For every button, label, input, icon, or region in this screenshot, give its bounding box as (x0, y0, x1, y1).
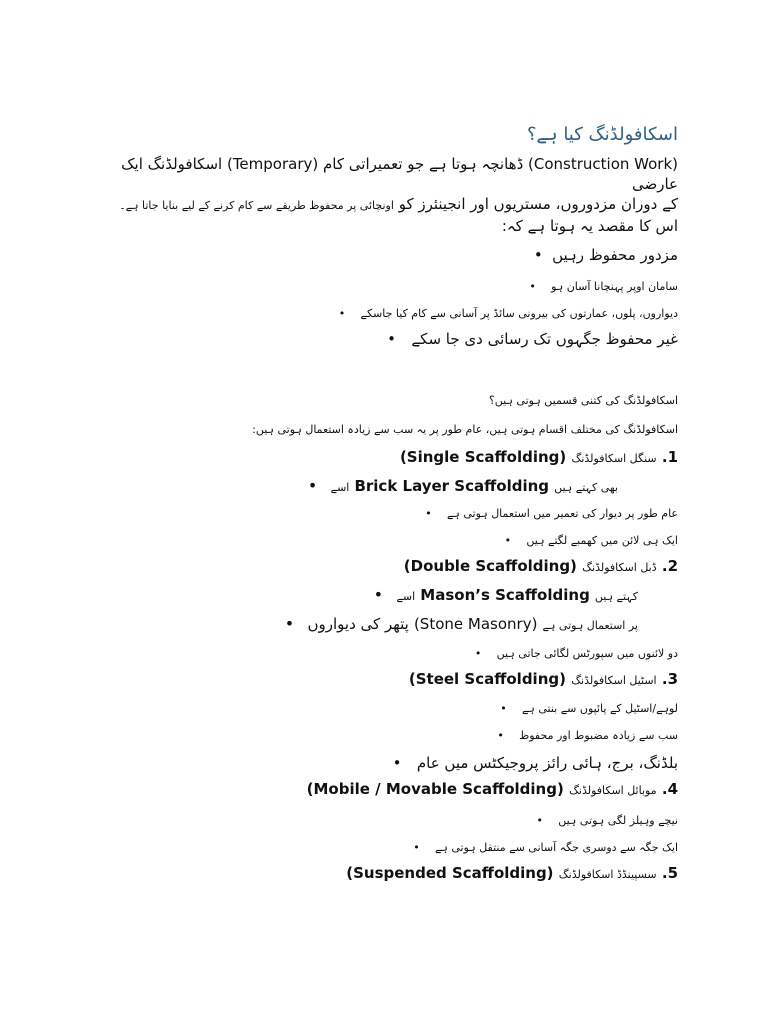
bullet-icon: • (373, 585, 384, 604)
type-number: 2. (661, 557, 678, 575)
type-english-name: (Single Scaffolding) (399, 448, 567, 466)
type-urdu-name: موبائل اسکافولڈنگ (569, 784, 657, 797)
list-item-text: عام طور پر دیوار کی تعمیر میں استعمال ہوتی ہے (446, 507, 678, 520)
list-item-text: ایک ہی لائن میں کھمبے لگتے ہیں (526, 534, 678, 547)
list-item (88, 647, 678, 660)
bullet-icon: • (307, 476, 318, 495)
type-urdu-name: اسٹیل اسکافولڈنگ (571, 674, 657, 687)
bullet-icon: • (392, 754, 402, 772)
list-item (88, 307, 678, 320)
list-item-text: بھی کہتے ہیں (554, 481, 618, 494)
list-item (88, 507, 678, 520)
list-item-text: غیر محفوظ جگہوں تک رسائی دی جا سکے (411, 330, 678, 348)
bullet-icon: • (504, 534, 512, 547)
type-heading-5 (88, 864, 678, 882)
list-item-text: بلڈنگ، برج، ہائی رائز پروجیکٹس میں عام (416, 754, 678, 772)
intro-line-2 (88, 194, 678, 216)
list-item (88, 330, 678, 348)
list-item (88, 729, 678, 742)
list-item (88, 246, 678, 264)
list-item-text: اسے (330, 481, 350, 494)
list-item-text: کہتے ہیں (594, 590, 638, 603)
document-page (88, 112, 678, 882)
list-item-text: سامان اوپر پہنچانا آسان ہو (551, 280, 678, 293)
type-heading-4 (88, 780, 678, 798)
bullet-icon: • (533, 246, 543, 264)
type-english-name: (Steel Scaffolding) (408, 670, 566, 688)
list-item-text: دیواروں، پلوں، عمارتوں کی بیرونی سائڈ پر آسانی سے کام کیا جاسکے (360, 307, 678, 320)
list-item (88, 814, 678, 827)
list-item (88, 476, 618, 495)
type-heading-2 (88, 557, 678, 575)
bullet-icon: • (474, 647, 482, 660)
type-english-name: (Double Scaffolding) (403, 557, 577, 575)
type-heading-1 (88, 448, 678, 466)
list-item-text: پر استعمال ہوتی ہے (542, 619, 638, 632)
list-item-text: سب سے زیادہ مضبوط اور محفوظ (519, 729, 678, 742)
bullet-icon: • (497, 729, 504, 742)
list-item (88, 585, 638, 604)
list-item (88, 754, 678, 772)
bullet-icon: • (338, 307, 346, 320)
list-item-text: ایک جگہ سے دوسری جگہ آسانی سے منتقل ہوتی ہے (434, 841, 678, 854)
list-item (88, 841, 678, 854)
list-item-en: (Stone Masonry) (413, 615, 538, 633)
section-intro: اسکافولڈنگ کی مختلف اقسام ہوتی ہیں، عام طور پر یہ سب سے زیادہ استعمال ہوتی ہیں: (252, 423, 678, 436)
section-heading: اسکافولڈنگ کی کتنی قسمیں ہوتی ہیں؟ (488, 394, 678, 407)
intro-text-1: (Construction Work) ڈھانچہ ہوتا ہے جو تعمیراتی کام (Temporary) اسکافولڈنگ ایک عارضی (121, 155, 678, 193)
bullet-icon: • (536, 814, 543, 827)
list-item (88, 534, 678, 547)
list-item (88, 280, 678, 293)
bullet-icon: • (425, 507, 432, 520)
bullet-icon: • (413, 841, 420, 854)
bullet-icon: • (529, 280, 536, 293)
bullet-icon: • (387, 330, 397, 348)
type-english-name: (Mobile / Movable Scaffolding) (306, 780, 564, 798)
intro-text-2a: کے دوران مزدوروں، مستریوں اور انجینئرز کو (398, 195, 678, 213)
intro-text-2b: اونچائی پر محفوظ طریقے سے کام کرنے کے لیے بنایا جاتا ہے۔ (119, 199, 394, 212)
type-urdu-name: سنگل اسکافولڈنگ (571, 452, 657, 465)
list-item-text: نیچے وہیلز لگی ہوتی ہیں (558, 814, 678, 827)
list-item-text: اسے (396, 590, 416, 603)
intro-line-3: اس کا مقصد یہ ہوتا ہے کہ: (501, 217, 678, 235)
type-english-name: (Suspended Scaffolding) (346, 864, 554, 882)
type-number: 5. (661, 864, 678, 882)
list-item-en: Brick Layer Scaffolding (354, 477, 550, 495)
bullet-icon: • (500, 702, 507, 715)
type-heading-3 (88, 670, 678, 688)
type-urdu-name: ڈبل اسکافولڈنگ (582, 561, 657, 574)
list-item-text: لوہے/اسٹیل کے پائپوں سے بنتی ہے (521, 702, 678, 715)
list-item-text: دو لائنوں میں سپورٹس لگائی جاتی ہیں (496, 647, 678, 660)
list-item-text: مزدور محفوظ رہیں (552, 246, 678, 264)
list-item-en: Mason’s Scaffolding (420, 586, 590, 604)
list-item (88, 702, 678, 715)
list-item-text: پتھر کی دیواروں (307, 615, 409, 633)
page-title: اسکافولڈنگ کیا ہے؟ (526, 124, 678, 145)
type-number: 1. (661, 448, 678, 466)
type-number: 3. (661, 670, 678, 688)
type-number: 4. (661, 780, 678, 798)
bullet-icon: • (284, 614, 295, 633)
type-urdu-name: سسپینڈڈ اسکافولڈنگ (558, 868, 657, 881)
list-item (88, 614, 638, 633)
intro-line-1 (88, 154, 678, 194)
